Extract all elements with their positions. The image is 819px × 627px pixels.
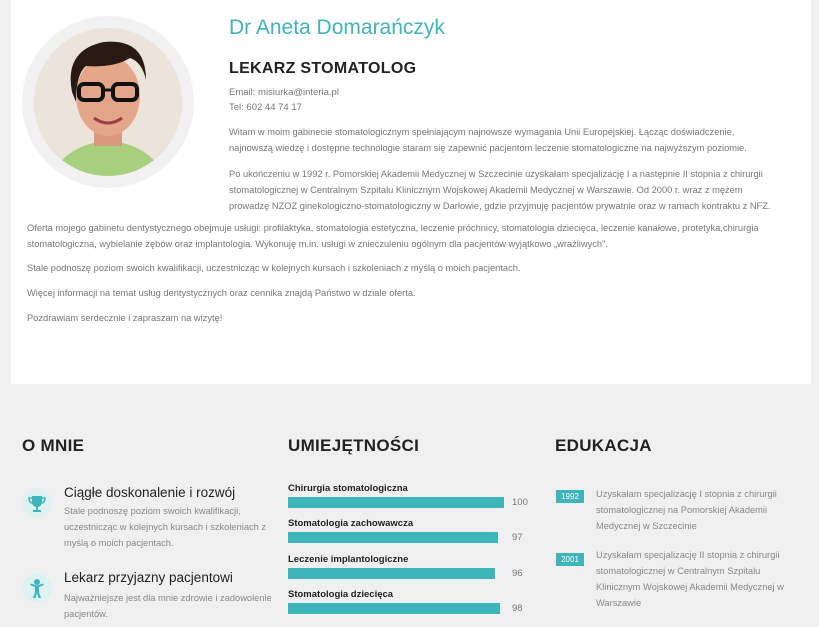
feature-desc-friendly: Najważniejsze jest dla mnie zdrowie i zadowolenie pacjentów. — [64, 593, 272, 619]
skill-progress-track — [288, 532, 504, 543]
skills-title: UMIEJĘTNOŚCI — [288, 436, 420, 455]
year-badge: 1992 — [556, 490, 584, 503]
education-entry: Uzyskałam specjalizację II stopnia z chirurgii stomatologicznej w Centralnym Szpitalu Klinicznym Wojskowej Akademii Medycznej w Warszawie — [596, 550, 784, 608]
portrait-image — [34, 28, 182, 176]
skill-value: 100 — [512, 497, 528, 508]
skill-progress-bar — [288, 603, 500, 614]
skill-value: 98 — [512, 603, 523, 614]
feature-desc-development: Stale podnoszę poziom swoich kwalifikacji, uczestnicząc w kolejnych kursach i szkoleniach z myślą o moich pacjentach. — [64, 506, 267, 548]
greeting-paragraph: Pozdrawiam serdecznie i zapraszam na wizytę! — [27, 313, 223, 323]
skill-label: Stomatologia dziecięca — [288, 589, 394, 600]
skill-label: Chirurgia stomatologiczna — [288, 483, 408, 494]
skill-progress-bar — [288, 532, 498, 543]
skill-label: Stomatologia zachowawcza — [288, 518, 414, 529]
avatar — [34, 28, 182, 176]
doctor-name: Dr Aneta Domarańczyk — [229, 16, 445, 39]
feature-title-friendly: Lekarz przyjazny pacjentowi — [64, 570, 233, 585]
skill-progress-track — [288, 568, 504, 579]
intro-paragraph: Witam w moim gabinecie stomatologicznym spełniającym najnowsze wymagania Unii Europejskiej. Łącząc doświadczenie, najnowszą wiedzę i dostępne technologie staram się zapewnić pacjentom leczenie stomatologiczne na najwyższym poziomie. — [229, 127, 747, 153]
about-title: O MNIE — [22, 436, 85, 455]
doctor-role: LEKARZ STOMATOLOG — [229, 60, 417, 77]
skill-value: 97 — [512, 532, 523, 543]
phone-text: Tel: 602 44 74 17 — [229, 102, 302, 113]
education-title: EDUKACJA — [555, 436, 652, 455]
skill-progress-bar — [288, 568, 495, 579]
person-icon — [22, 573, 52, 603]
feature-title-development: Ciągłe doskonalenie i rozwój — [64, 485, 236, 500]
education-paragraph: Po ukończeniu w 1992 r. Pomorskiej Akademii Medycznej w Szczecinie uzyskałam specjalizację I a następnie II stopnia z chirurgii stomatologicznej w Centralnym Szpitalu Klinicznym Wojskowej Akademii Medycznej w Warszawie. Od 2000 r. wraz z mężem prowadzę NZOZ ginekologiczno-stomatologiczny w Darłowie, gdzie przyjmuję pacjentów prywatnie oraz w ramach kontraktu z NFZ. — [229, 169, 771, 211]
education-entry: Uzyskałam specjalizację I stopnia z chirurgii stomatologicznej na Pomorskiej Akademii Medycznej w Szczecinie — [596, 489, 777, 531]
skill-label: Leczenie implantologiczne — [288, 554, 409, 565]
qualifications-paragraph: Stale podnoszę poziom swoich kwalifikacji, uczestnicząc w kolejnych kursach i szkoleniach z myślą o moich pacjentach. — [27, 263, 521, 273]
year-badge: 2001 — [556, 553, 584, 566]
skill-progress-track — [288, 603, 504, 614]
skill-value: 96 — [512, 568, 523, 579]
services-paragraph: Oferta mojego gabinetu dentystycznego obejmuje usługi: profilaktyka, stomatologia estetyczna, leczenie próchnicy, stomatologia dziecięca, leczenie kanałowe, protetyka,chirurgia stomatologiczna, wybielanie zębów oraz implantologia. Wykonuję m.in. usługi w znieczuleniu ogólnym dla pacjentów wyjątkowo „wrażliwych". — [27, 223, 759, 249]
info-paragraph: Więcej informacji na temat usług dentystycznych oraz cennika znajdą Państwo w dziale oferta. — [27, 288, 416, 298]
skill-progress-track — [288, 497, 504, 508]
trophy-icon — [22, 488, 52, 518]
email-text: Email: misiurka@interia.pl — [229, 87, 339, 98]
skill-progress-bar — [288, 497, 504, 508]
